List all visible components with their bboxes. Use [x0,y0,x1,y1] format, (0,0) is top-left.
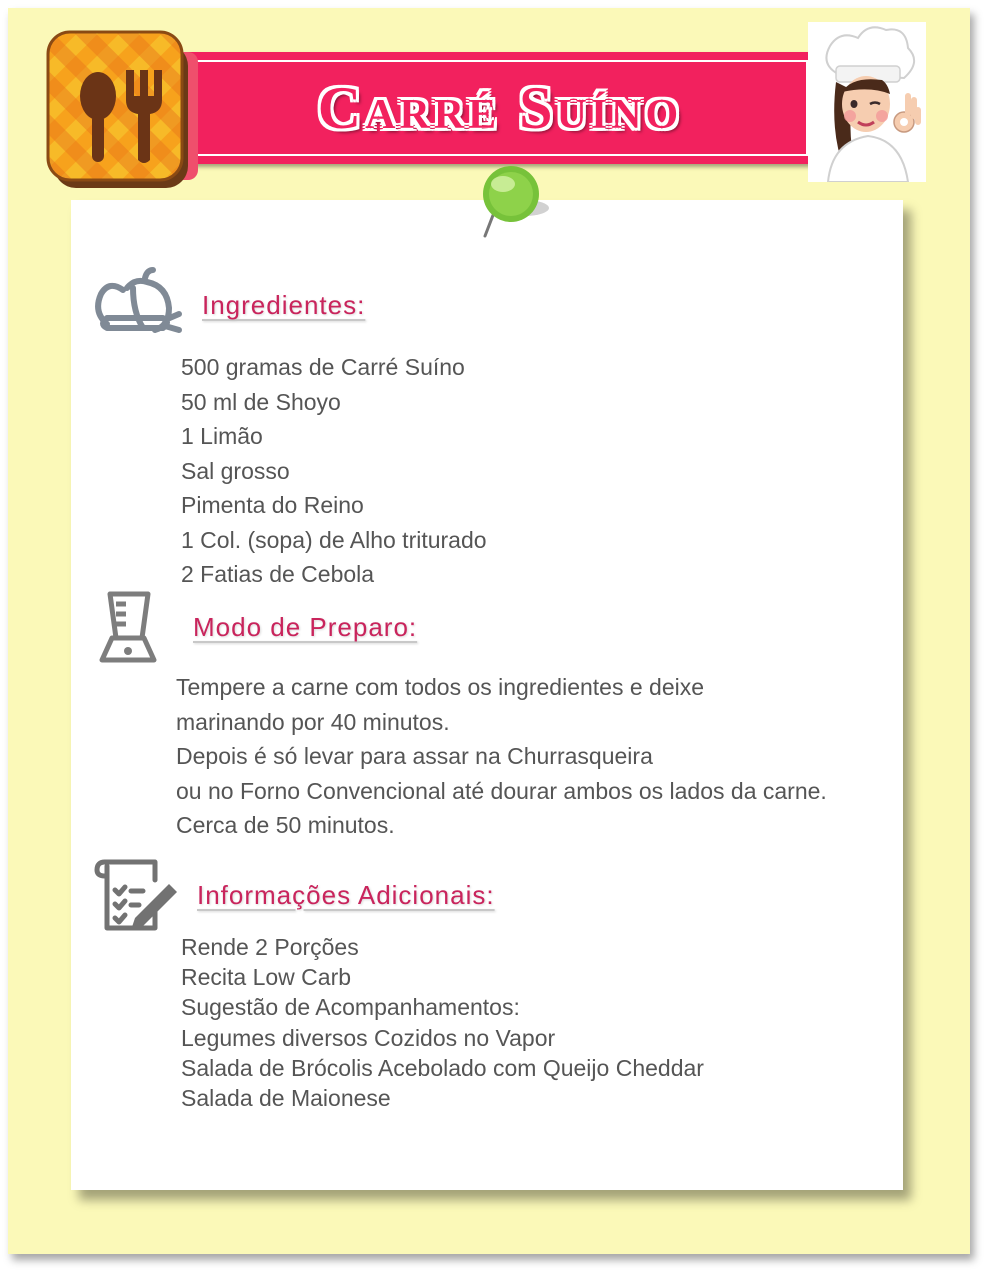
list-item: Sal grosso [181,457,290,484]
list-item: Salada de Maionese [181,1085,391,1112]
preparation-heading: Modo de Preparo: [193,612,418,642]
list-item: Pimenta do Reino [181,492,364,518]
additional-info-list [181,932,704,1113]
list-item: 2 Fatias de Cebola [181,561,375,587]
list-item: ou no Forno Convencional até dourar ambos os lados da carne. [176,777,827,804]
vegetables-icon [93,266,185,342]
checklist-pencil-icon [93,856,181,936]
list-item: 50 ml de Shoyo [181,388,341,415]
list-item: Rende 2 Porções [181,934,359,960]
page-title: Carré Suíno [317,74,683,141]
chef-woman-ok-icon [808,22,926,182]
list-item: Cerca de 50 minutos. [176,812,395,839]
list-item: Sugestão de Acompanhamentos: [181,994,520,1021]
list-item: Tempere a carne com todos os ingredientes e deixe [176,674,705,700]
list-item: 500 gramas de Carré Suíno [181,354,465,380]
cookbook-spoon-fork-icon [44,24,208,194]
ingredients-heading: Ingredientes: [202,290,366,320]
preparation-text [176,670,827,843]
blender-icon [98,590,158,664]
list-item: Recita Low Carb [181,964,352,991]
additional-info-heading: Informações Adicionais: [197,880,495,910]
title-banner [182,52,818,164]
list-item: 1 Col. (sopa) de Alho triturado [181,526,487,553]
ingredients-list [181,350,487,592]
list-item: Depois é só levar para assar na Churrasqueira [176,743,653,770]
list-item: 1 Limão [181,423,263,449]
green-pushpin-icon [475,164,555,242]
list-item: marinando por 40 minutos. [176,708,450,735]
list-item: Salada de Brócolis Acebolado com Queijo Cheddar [181,1054,704,1081]
list-item: Legumes diversos Cozidos no Vapor [181,1024,556,1051]
